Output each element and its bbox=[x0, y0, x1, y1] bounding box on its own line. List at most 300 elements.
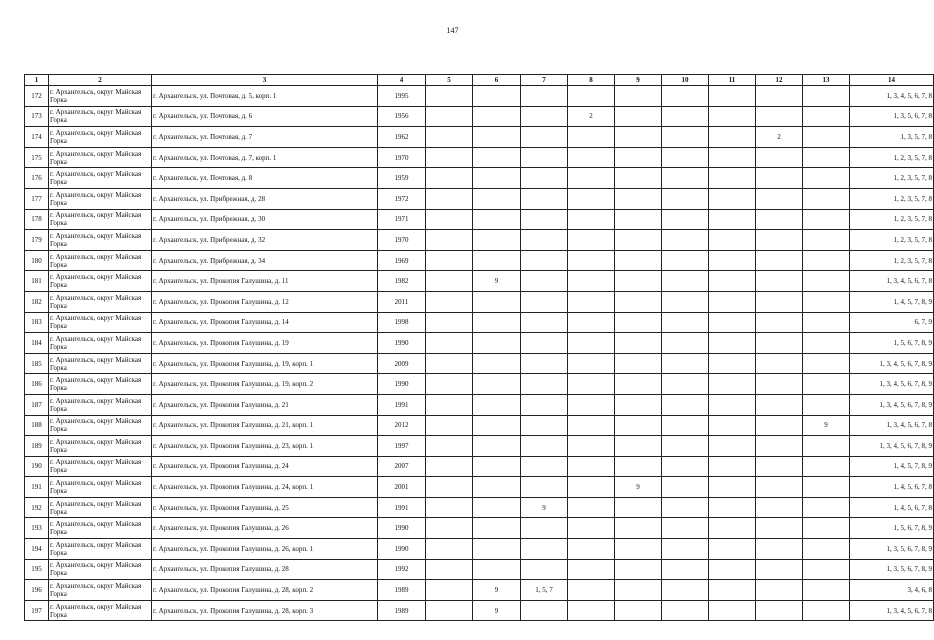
column-13-cell bbox=[803, 230, 850, 251]
row-number-cell: 176 bbox=[25, 168, 49, 189]
row-number-cell: 181 bbox=[25, 271, 49, 292]
column-header-10: 10 bbox=[662, 75, 709, 86]
column-14-cell: 3, 4, 6, 8 bbox=[850, 580, 934, 601]
column-14-cell: 1, 3, 4, 5, 6, 7, 8, 9 bbox=[850, 436, 934, 457]
column-6-cell bbox=[473, 497, 521, 518]
column-9-cell bbox=[615, 230, 662, 251]
column-9-cell bbox=[615, 333, 662, 354]
column-8-cell bbox=[568, 291, 615, 312]
district-cell: г. Архангельск, округ Майская Горка bbox=[49, 456, 152, 477]
column-6-cell bbox=[473, 291, 521, 312]
column-5-cell bbox=[426, 559, 473, 580]
column-12-cell: 2 bbox=[756, 127, 803, 148]
column-13-cell bbox=[803, 168, 850, 189]
year-cell: 1997 bbox=[378, 436, 426, 457]
year-cell: 1990 bbox=[378, 518, 426, 539]
column-6-cell bbox=[473, 106, 521, 127]
column-14-cell: 6, 7, 9 bbox=[850, 312, 934, 333]
column-8-cell bbox=[568, 333, 615, 354]
column-10-cell bbox=[662, 436, 709, 457]
year-cell: 1998 bbox=[378, 312, 426, 333]
column-6-cell bbox=[473, 230, 521, 251]
column-5-cell bbox=[426, 291, 473, 312]
year-cell: 2007 bbox=[378, 456, 426, 477]
column-9-cell bbox=[615, 86, 662, 107]
column-8-cell bbox=[568, 250, 615, 271]
row-number-cell: 183 bbox=[25, 312, 49, 333]
column-13-cell bbox=[803, 209, 850, 230]
column-header-14: 14 bbox=[850, 75, 934, 86]
column-13-cell bbox=[803, 477, 850, 498]
address-cell: г. Архангельск, ул. Почтовая, д. 7 bbox=[152, 127, 378, 148]
column-10-cell bbox=[662, 86, 709, 107]
column-13-cell bbox=[803, 436, 850, 457]
column-10-cell bbox=[662, 291, 709, 312]
year-cell: 1992 bbox=[378, 559, 426, 580]
table-row bbox=[25, 168, 934, 189]
column-6-cell bbox=[473, 394, 521, 415]
column-14-cell: 1, 3, 5, 6, 7, 8 bbox=[850, 106, 934, 127]
year-cell: 1989 bbox=[378, 600, 426, 621]
column-6-cell bbox=[473, 436, 521, 457]
column-9-cell bbox=[615, 394, 662, 415]
column-13-cell bbox=[803, 518, 850, 539]
district-cell: г. Архангельск, округ Майская Горка bbox=[49, 580, 152, 601]
address-cell: г. Архангельск, ул. Прокопия Галушина, д. 28 bbox=[152, 559, 378, 580]
column-9-cell bbox=[615, 353, 662, 374]
address-cell: г. Архангельск, ул. Прокопия Галушина, д. 12 bbox=[152, 291, 378, 312]
column-14-cell: 1, 3, 4, 5, 6, 7, 8, 9 bbox=[850, 374, 934, 395]
column-13-cell bbox=[803, 312, 850, 333]
table-row bbox=[25, 539, 934, 560]
column-9-cell bbox=[615, 374, 662, 395]
table-row bbox=[25, 436, 934, 457]
column-12-cell bbox=[756, 86, 803, 107]
district-cell: г. Архангельск, округ Майская Горка bbox=[49, 415, 152, 436]
column-7-cell bbox=[521, 271, 568, 292]
column-9-cell bbox=[615, 168, 662, 189]
column-14-cell: 1, 3, 4, 5, 6, 7, 8 bbox=[850, 271, 934, 292]
row-number-cell: 182 bbox=[25, 291, 49, 312]
table-row bbox=[25, 312, 934, 333]
column-header-6: 6 bbox=[473, 75, 521, 86]
column-12-cell bbox=[756, 559, 803, 580]
column-6-cell bbox=[473, 209, 521, 230]
column-6-cell bbox=[473, 559, 521, 580]
year-cell: 1970 bbox=[378, 147, 426, 168]
column-7-cell bbox=[521, 147, 568, 168]
table-header bbox=[25, 75, 934, 86]
column-12-cell bbox=[756, 497, 803, 518]
column-5-cell bbox=[426, 600, 473, 621]
column-8-cell bbox=[568, 188, 615, 209]
year-cell: 1990 bbox=[378, 374, 426, 395]
row-number-cell: 177 bbox=[25, 188, 49, 209]
column-8-cell bbox=[568, 127, 615, 148]
table-row bbox=[25, 559, 934, 580]
district-cell: г. Архангельск, округ Майская Горка bbox=[49, 353, 152, 374]
address-cell: г. Архангельск, ул. Прибрежная, д. 30 bbox=[152, 209, 378, 230]
column-12-cell bbox=[756, 291, 803, 312]
district-cell: г. Архангельск, округ Майская Горка bbox=[49, 209, 152, 230]
table-row bbox=[25, 209, 934, 230]
table-row bbox=[25, 230, 934, 251]
column-8-cell bbox=[568, 374, 615, 395]
table-row bbox=[25, 106, 934, 127]
table-row bbox=[25, 147, 934, 168]
year-cell: 1990 bbox=[378, 333, 426, 354]
column-7-cell bbox=[521, 539, 568, 560]
district-cell: г. Архангельск, округ Майская Горка bbox=[49, 374, 152, 395]
column-8-cell bbox=[568, 168, 615, 189]
column-9-cell bbox=[615, 456, 662, 477]
column-9-cell bbox=[615, 188, 662, 209]
column-header-12: 12 bbox=[756, 75, 803, 86]
year-cell: 2001 bbox=[378, 477, 426, 498]
column-5-cell bbox=[426, 230, 473, 251]
column-14-cell: 1, 4, 5, 6, 7, 8 bbox=[850, 497, 934, 518]
district-cell: г. Архангельск, округ Майская Горка bbox=[49, 559, 152, 580]
column-10-cell bbox=[662, 312, 709, 333]
column-6-cell bbox=[473, 333, 521, 354]
district-cell: г. Архангельск, округ Майская Горка bbox=[49, 168, 152, 189]
year-cell: 1971 bbox=[378, 209, 426, 230]
column-10-cell bbox=[662, 580, 709, 601]
column-11-cell bbox=[709, 394, 756, 415]
column-5-cell bbox=[426, 333, 473, 354]
district-cell: г. Архангельск, округ Майская Горка bbox=[49, 291, 152, 312]
column-14-cell: 1, 3, 5, 6, 7, 8, 9 bbox=[850, 559, 934, 580]
year-cell: 1959 bbox=[378, 168, 426, 189]
column-11-cell bbox=[709, 147, 756, 168]
column-9-cell bbox=[615, 580, 662, 601]
column-9-cell bbox=[615, 127, 662, 148]
column-6-cell bbox=[473, 353, 521, 374]
table-row bbox=[25, 291, 934, 312]
table-row bbox=[25, 497, 934, 518]
column-14-cell: 1, 3, 4, 5, 6, 7, 8 bbox=[850, 415, 934, 436]
column-12-cell bbox=[756, 333, 803, 354]
column-8-cell bbox=[568, 230, 615, 251]
address-cell: г. Архангельск, ул. Прокопия Галушина, д. 25 bbox=[152, 497, 378, 518]
district-cell: г. Архангельск, округ Майская Горка bbox=[49, 230, 152, 251]
column-10-cell bbox=[662, 250, 709, 271]
address-cell: г. Архангельск, ул. Прокопия Галушина, д. 28, корп. 2 bbox=[152, 580, 378, 601]
column-5-cell bbox=[426, 127, 473, 148]
column-7-cell bbox=[521, 477, 568, 498]
column-10-cell bbox=[662, 559, 709, 580]
district-cell: г. Архангельск, округ Майская Горка bbox=[49, 436, 152, 457]
column-13-cell bbox=[803, 271, 850, 292]
column-12-cell bbox=[756, 539, 803, 560]
column-8-cell bbox=[568, 353, 615, 374]
address-cell: г. Архангельск, ул. Почтовая, д. 7, корп. 1 bbox=[152, 147, 378, 168]
column-6-cell bbox=[473, 518, 521, 539]
address-cell: г. Архангельск, ул. Прокопия Галушина, д. 24, корп. 1 bbox=[152, 477, 378, 498]
column-9-cell bbox=[615, 271, 662, 292]
column-header-5: 5 bbox=[426, 75, 473, 86]
district-cell: г. Архангельск, округ Майская Горка bbox=[49, 333, 152, 354]
column-5-cell bbox=[426, 188, 473, 209]
column-6-cell bbox=[473, 86, 521, 107]
row-number-cell: 190 bbox=[25, 456, 49, 477]
column-14-cell: 1, 3, 4, 5, 6, 7, 8 bbox=[850, 600, 934, 621]
year-cell: 2011 bbox=[378, 291, 426, 312]
column-8-cell bbox=[568, 271, 615, 292]
row-number-cell: 194 bbox=[25, 539, 49, 560]
column-6-cell: 9 bbox=[473, 580, 521, 601]
column-8-cell bbox=[568, 477, 615, 498]
column-5-cell bbox=[426, 86, 473, 107]
column-9-cell bbox=[615, 539, 662, 560]
table-row bbox=[25, 127, 934, 148]
column-7-cell bbox=[521, 230, 568, 251]
district-cell: г. Архангельск, округ Майская Горка bbox=[49, 271, 152, 292]
column-10-cell bbox=[662, 106, 709, 127]
column-14-cell: 1, 2, 3, 5, 7, 8 bbox=[850, 230, 934, 251]
column-11-cell bbox=[709, 271, 756, 292]
column-13-cell bbox=[803, 250, 850, 271]
column-6-cell bbox=[473, 374, 521, 395]
page-number: 147 bbox=[446, 26, 459, 35]
column-10-cell bbox=[662, 374, 709, 395]
column-header-2: 2 bbox=[49, 75, 152, 86]
column-7-cell bbox=[521, 456, 568, 477]
column-5-cell bbox=[426, 497, 473, 518]
column-5-cell bbox=[426, 456, 473, 477]
column-9-cell bbox=[615, 250, 662, 271]
column-8-cell bbox=[568, 539, 615, 560]
row-number-cell: 192 bbox=[25, 497, 49, 518]
column-10-cell bbox=[662, 271, 709, 292]
row-number-cell: 175 bbox=[25, 147, 49, 168]
column-5-cell bbox=[426, 250, 473, 271]
column-8-cell bbox=[568, 209, 615, 230]
address-cell: г. Архангельск, ул. Прокопия Галушина, д. 11 bbox=[152, 271, 378, 292]
column-11-cell bbox=[709, 168, 756, 189]
column-7-cell bbox=[521, 86, 568, 107]
column-13-cell bbox=[803, 539, 850, 560]
year-cell: 1956 bbox=[378, 106, 426, 127]
district-cell: г. Архангельск, округ Майская Горка bbox=[49, 600, 152, 621]
row-number-cell: 174 bbox=[25, 127, 49, 148]
column-header-11: 11 bbox=[709, 75, 756, 86]
column-8-cell bbox=[568, 147, 615, 168]
column-5-cell bbox=[426, 353, 473, 374]
table-row bbox=[25, 456, 934, 477]
column-13-cell bbox=[803, 600, 850, 621]
row-number-cell: 196 bbox=[25, 580, 49, 601]
column-7-cell: 1, 5, 7 bbox=[521, 580, 568, 601]
column-5-cell bbox=[426, 477, 473, 498]
row-number-cell: 172 bbox=[25, 86, 49, 107]
column-5-cell bbox=[426, 518, 473, 539]
district-cell: г. Архангельск, округ Майская Горка bbox=[49, 477, 152, 498]
column-14-cell: 1, 2, 3, 5, 7, 8 bbox=[850, 250, 934, 271]
column-7-cell bbox=[521, 333, 568, 354]
column-9-cell bbox=[615, 559, 662, 580]
table-row bbox=[25, 333, 934, 354]
column-12-cell bbox=[756, 312, 803, 333]
address-cell: г. Архангельск, ул. Прокопия Галушина, д. 28, корп. 3 bbox=[152, 600, 378, 621]
column-10-cell bbox=[662, 518, 709, 539]
column-10-cell bbox=[662, 600, 709, 621]
district-cell: г. Архангельск, округ Майская Горка bbox=[49, 518, 152, 539]
column-14-cell: 1, 4, 5, 7, 8, 9 bbox=[850, 456, 934, 477]
column-11-cell bbox=[709, 580, 756, 601]
column-14-cell: 1, 2, 3, 5, 7, 8 bbox=[850, 147, 934, 168]
year-cell: 1990 bbox=[378, 539, 426, 560]
column-11-cell bbox=[709, 415, 756, 436]
column-6-cell bbox=[473, 250, 521, 271]
year-cell: 1972 bbox=[378, 188, 426, 209]
row-number-cell: 195 bbox=[25, 559, 49, 580]
column-14-cell: 1, 5, 6, 7, 8, 9 bbox=[850, 333, 934, 354]
column-8-cell bbox=[568, 394, 615, 415]
column-5-cell bbox=[426, 168, 473, 189]
address-cell: г. Архангельск, ул. Прокопия Галушина, д. 21, корп. 1 bbox=[152, 415, 378, 436]
column-12-cell bbox=[756, 477, 803, 498]
column-11-cell bbox=[709, 518, 756, 539]
column-header-4: 4 bbox=[378, 75, 426, 86]
column-14-cell: 1, 3, 4, 5, 6, 7, 8 bbox=[850, 86, 934, 107]
column-5-cell bbox=[426, 436, 473, 457]
row-number-cell: 184 bbox=[25, 333, 49, 354]
column-7-cell bbox=[521, 106, 568, 127]
table-row bbox=[25, 394, 934, 415]
column-5-cell bbox=[426, 394, 473, 415]
column-13-cell bbox=[803, 456, 850, 477]
column-7-cell bbox=[521, 436, 568, 457]
column-12-cell bbox=[756, 106, 803, 127]
column-9-cell bbox=[615, 312, 662, 333]
column-11-cell bbox=[709, 374, 756, 395]
column-header-3: 3 bbox=[152, 75, 378, 86]
column-5-cell bbox=[426, 415, 473, 436]
column-5-cell bbox=[426, 209, 473, 230]
district-cell: г. Архангельск, округ Майская Горка bbox=[49, 147, 152, 168]
address-cell: г. Архангельск, ул. Прокопия Галушина, д. 19 bbox=[152, 333, 378, 354]
column-9-cell: 9 bbox=[615, 477, 662, 498]
column-7-cell bbox=[521, 559, 568, 580]
column-11-cell bbox=[709, 209, 756, 230]
column-11-cell bbox=[709, 497, 756, 518]
column-10-cell bbox=[662, 456, 709, 477]
column-6-cell bbox=[473, 147, 521, 168]
column-7-cell bbox=[521, 353, 568, 374]
column-14-cell: 1, 2, 3, 5, 7, 8 bbox=[850, 168, 934, 189]
column-10-cell bbox=[662, 394, 709, 415]
column-9-cell bbox=[615, 291, 662, 312]
column-11-cell bbox=[709, 106, 756, 127]
column-13-cell bbox=[803, 333, 850, 354]
column-5-cell bbox=[426, 580, 473, 601]
address-cell: г. Архангельск, ул. Прибрежная, д. 34 bbox=[152, 250, 378, 271]
column-13-cell bbox=[803, 353, 850, 374]
year-cell: 1989 bbox=[378, 580, 426, 601]
column-12-cell bbox=[756, 456, 803, 477]
district-cell: г. Архангельск, округ Майская Горка bbox=[49, 394, 152, 415]
row-number-cell: 179 bbox=[25, 230, 49, 251]
column-11-cell bbox=[709, 86, 756, 107]
column-10-cell bbox=[662, 188, 709, 209]
address-cell: г. Архангельск, ул. Почтовая, д. 5, корп. 1 bbox=[152, 86, 378, 107]
column-14-cell: 1, 3, 4, 5, 6, 7, 8, 9 bbox=[850, 394, 934, 415]
row-number-cell: 186 bbox=[25, 374, 49, 395]
column-5-cell bbox=[426, 539, 473, 560]
column-8-cell bbox=[568, 86, 615, 107]
column-12-cell bbox=[756, 518, 803, 539]
table-row bbox=[25, 86, 934, 107]
year-cell: 1991 bbox=[378, 394, 426, 415]
column-11-cell bbox=[709, 477, 756, 498]
row-number-cell: 189 bbox=[25, 436, 49, 457]
column-12-cell bbox=[756, 415, 803, 436]
column-11-cell bbox=[709, 127, 756, 148]
table-row bbox=[25, 580, 934, 601]
column-8-cell bbox=[568, 559, 615, 580]
column-12-cell bbox=[756, 230, 803, 251]
row-number-cell: 178 bbox=[25, 209, 49, 230]
district-cell: г. Архангельск, округ Майская Горка bbox=[49, 86, 152, 107]
column-5-cell bbox=[426, 271, 473, 292]
column-8-cell bbox=[568, 312, 615, 333]
column-8-cell bbox=[568, 600, 615, 621]
column-header-13: 13 bbox=[803, 75, 850, 86]
address-cell: г. Архангельск, ул. Прокопия Галушина, д. 24 bbox=[152, 456, 378, 477]
column-6-cell bbox=[473, 456, 521, 477]
column-12-cell bbox=[756, 168, 803, 189]
address-cell: г. Архангельск, ул. Прокопия Галушина, д. 26 bbox=[152, 518, 378, 539]
column-10-cell bbox=[662, 147, 709, 168]
column-11-cell bbox=[709, 559, 756, 580]
column-12-cell bbox=[756, 188, 803, 209]
address-cell: г. Архангельск, ул. Почтовая, д. 6 bbox=[152, 106, 378, 127]
column-7-cell bbox=[521, 250, 568, 271]
column-10-cell bbox=[662, 353, 709, 374]
column-12-cell bbox=[756, 250, 803, 271]
year-cell: 1991 bbox=[378, 497, 426, 518]
column-12-cell bbox=[756, 271, 803, 292]
column-12-cell bbox=[756, 600, 803, 621]
column-9-cell bbox=[615, 106, 662, 127]
column-7-cell bbox=[521, 127, 568, 148]
address-cell: г. Архангельск, ул. Прокопия Галушина, д. 19, корп. 2 bbox=[152, 374, 378, 395]
column-14-cell: 1, 4, 5, 7, 8, 9 bbox=[850, 291, 934, 312]
year-cell: 1982 bbox=[378, 271, 426, 292]
row-number-cell: 173 bbox=[25, 106, 49, 127]
address-cell: г. Архангельск, ул. Прокопия Галушина, д. 23, корп. 1 bbox=[152, 436, 378, 457]
column-6-cell bbox=[473, 312, 521, 333]
column-13-cell: 9 bbox=[803, 415, 850, 436]
column-13-cell bbox=[803, 127, 850, 148]
column-header-9: 9 bbox=[615, 75, 662, 86]
column-13-cell bbox=[803, 291, 850, 312]
column-6-cell: 9 bbox=[473, 271, 521, 292]
column-14-cell: 1, 2, 3, 5, 7, 8 bbox=[850, 209, 934, 230]
address-cell: г. Архангельск, ул. Прокопия Галушина, д. 21 bbox=[152, 394, 378, 415]
column-11-cell bbox=[709, 188, 756, 209]
column-13-cell bbox=[803, 497, 850, 518]
column-7-cell bbox=[521, 291, 568, 312]
column-6-cell bbox=[473, 168, 521, 189]
table-row bbox=[25, 353, 934, 374]
column-10-cell bbox=[662, 168, 709, 189]
year-cell: 1995 bbox=[378, 86, 426, 107]
column-header-8: 8 bbox=[568, 75, 615, 86]
address-cell: г. Архангельск, ул. Прокопия Галушина, д. 19, корп. 1 bbox=[152, 353, 378, 374]
address-cell: г. Архангельск, ул. Прибрежная, д. 28 bbox=[152, 188, 378, 209]
